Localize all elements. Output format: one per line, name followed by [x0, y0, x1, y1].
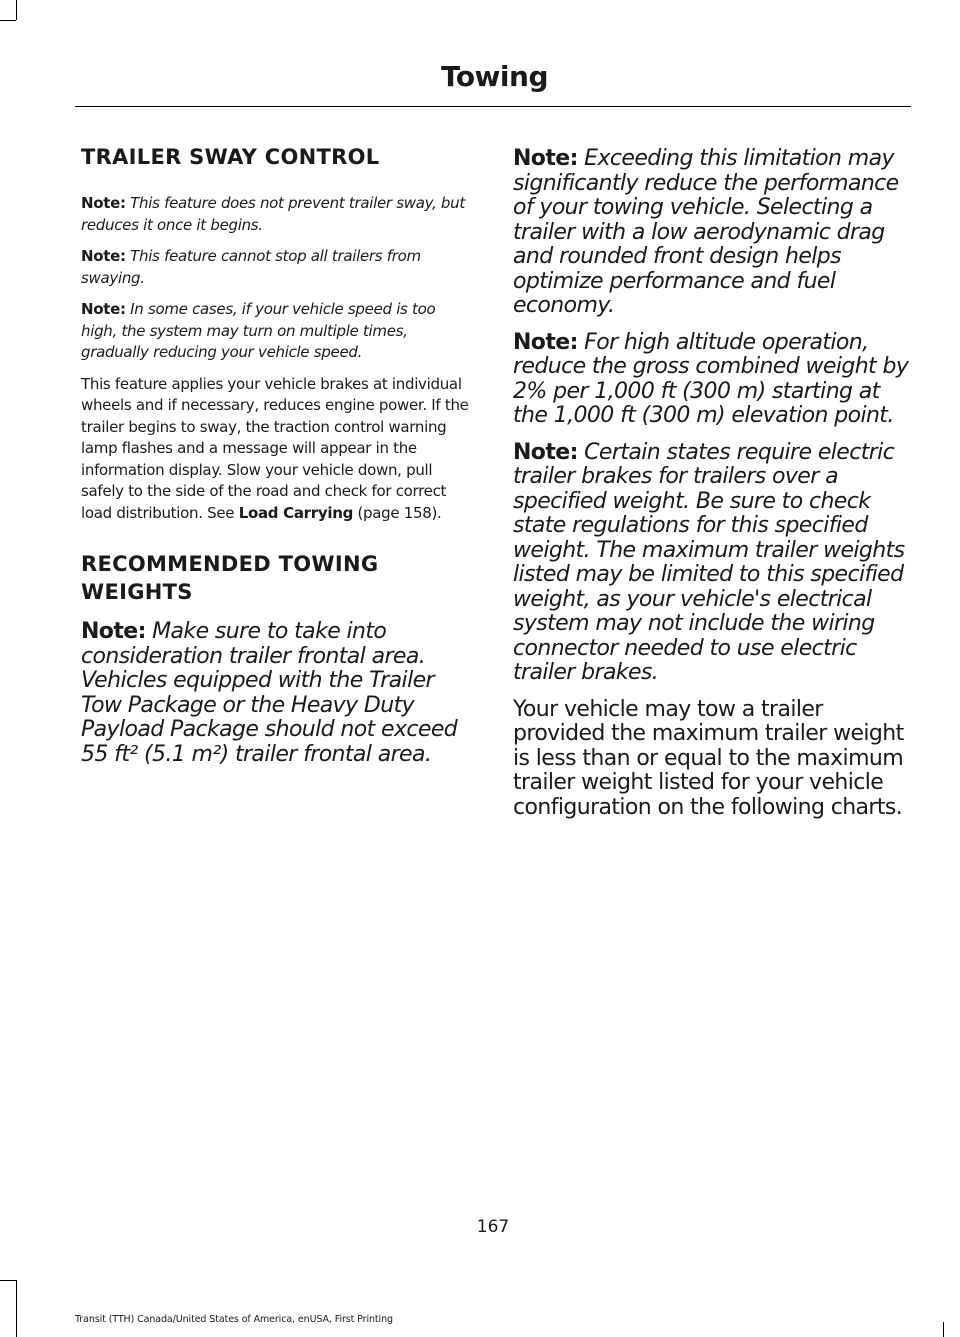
note-text: This feature does not prevent trailer sway, but reduces it once it begins. — [81, 194, 465, 234]
note-paragraph — [81, 193, 473, 236]
heading-recommended-towing-weights — [81, 550, 473, 606]
note-label: Note: — [81, 194, 126, 212]
note-paragraph — [513, 147, 909, 319]
note-text: This feature cannot stop all trailers from swaying. — [81, 247, 421, 287]
heading-line: WEIGHTS — [81, 580, 193, 604]
heading-line: RECOMMENDED TOWING — [81, 552, 379, 576]
body-text: This feature applies your vehicle brakes at individual wheels and if necessary, reduces engine power. If the trailer begins to sway, the traction control warning lamp flashes and a message will appear in the information display. Slow your vehicle down, pull safely to the side of the road and check for correct load distribution. See — [81, 374, 469, 522]
page-number: 167 — [476, 1217, 510, 1237]
note-label: Note: — [513, 439, 578, 465]
note-label: Note: — [81, 247, 126, 265]
crop-mark-bottom-left-h — [0, 1280, 16, 1281]
left-column — [81, 143, 473, 779]
note-label: Note: — [513, 146, 578, 171]
right-column — [513, 147, 909, 832]
sway-notes — [81, 193, 473, 524]
note-text: Make sure to take into consideration trailer frontal area. Vehicles equipped with the Trailer Tow Package or the Heavy Duty Payload Package should not exceed 55 ft² (5.1 m²) trailer frontal area. — [81, 619, 458, 767]
note-text: Certain states require electric trailer brakes for trailers over a specified weight. Be sure to check state regulations for this specified weight. The maximum trailer weights listed may be limited to this specified weight, as your vehicle's electrical system may not include the wiring connector needed to use electric trailer brakes. — [513, 439, 905, 685]
footer-text: Transit (TTH) Canada/United States of America, enUSA, First Printing — [75, 1314, 393, 1325]
note-label: Note: — [513, 329, 578, 355]
crop-mark-top-left — [16, 0, 17, 20]
note-paragraph — [81, 246, 473, 289]
note-text: For high altitude operation, reduce the gross combined weight by 2% per 1,000 ft (300 m) starting at the 1,000 ft (300 m) elevation point. — [513, 329, 909, 428]
crop-mark-bottom-right — [943, 1322, 944, 1337]
page-reference: (page 158). — [353, 503, 442, 522]
body-paragraph — [81, 374, 473, 525]
note-label: Note: — [81, 619, 146, 644]
load-carrying-link[interactable]: Load Carrying — [238, 503, 354, 522]
note-text: In some cases, if your vehicle speed is too high, the system may turn on multiple times, gradually reducing your vehicle speed. — [81, 300, 436, 361]
header-divider — [75, 106, 911, 107]
note-paragraph — [513, 331, 909, 429]
heading-trailer-sway-control: TRAILER SWAY CONTROL — [81, 145, 380, 169]
note-paragraph — [81, 299, 473, 364]
crop-mark-top-left-h — [0, 20, 16, 21]
page-header-title: Towing — [440, 60, 548, 93]
body-paragraph: Your vehicle may tow a trailer provided the maximum trailer weight is less than or equal to the maximum trailer weight listed for your vehicle configuration on the following charts. — [513, 696, 904, 820]
note-text: Exceeding this limitation may significantly reduce the performance of your towing vehicle. Selecting a trailer with a low aerodynamic drag and rounded front design helps optimize performance and fuel economy. — [513, 146, 899, 318]
crop-mark-bottom-left — [16, 1280, 17, 1337]
note-label: Note: — [81, 300, 126, 318]
note-paragraph — [81, 620, 473, 767]
note-paragraph — [513, 441, 909, 686]
frontal-area-note — [81, 620, 473, 767]
